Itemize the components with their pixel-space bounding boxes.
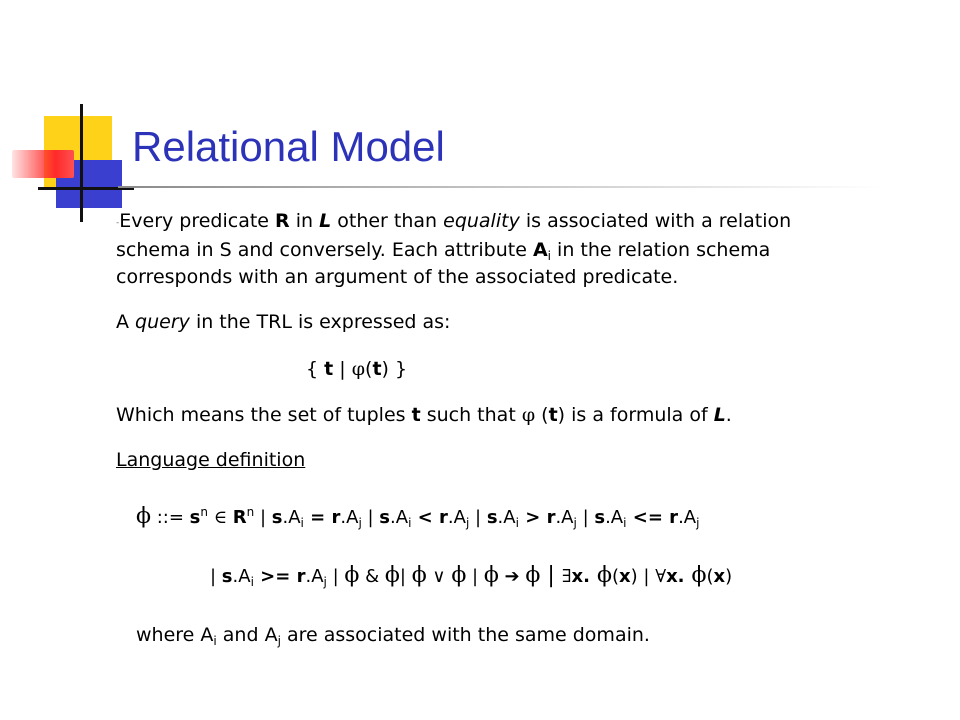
set-expression: { t | φ(t) } [306, 358, 408, 380]
grammar-line-2: | $s.A_i >= r.A_j$ | ϕ & ϕ| ϕ ∨ ϕ | ϕ ➔ ϕ | ∃x. ϕ(x) | ∀x. ϕ(x) [210, 563, 733, 589]
bullet-dash: - [116, 218, 120, 228]
decor-red-bar [12, 150, 74, 178]
slide-title: Relational Model [132, 123, 445, 170]
language-definition-heading: Language definition [116, 449, 306, 471]
grammar-line-1: ϕ ::= $s^n$ ∈ $R^n$ | $s.A_i = r.A_j$ | $s.A_i < r.A_j$ | $s.A_i > r.A_j$ | $s.A_i <= r.A_j$ [136, 504, 700, 530]
decor-vertical-line [80, 104, 83, 222]
meaning-statement: Which means the set of tuples t such that φ (t) is a formula of L. [116, 404, 732, 426]
intro-paragraph: -Every predicate R in L other than equality is associated with a relation schema in S and conversely. Each attribute $A_i$ in the relation schema corresponds with an argument of the associated predicate. [116, 210, 792, 288]
title-underline [118, 186, 880, 188]
where-clause: where $A_i$ and $A_j$ are associated with the same domain. [136, 624, 650, 648]
query-statement: A query in the TRL is expressed as: [116, 311, 451, 333]
